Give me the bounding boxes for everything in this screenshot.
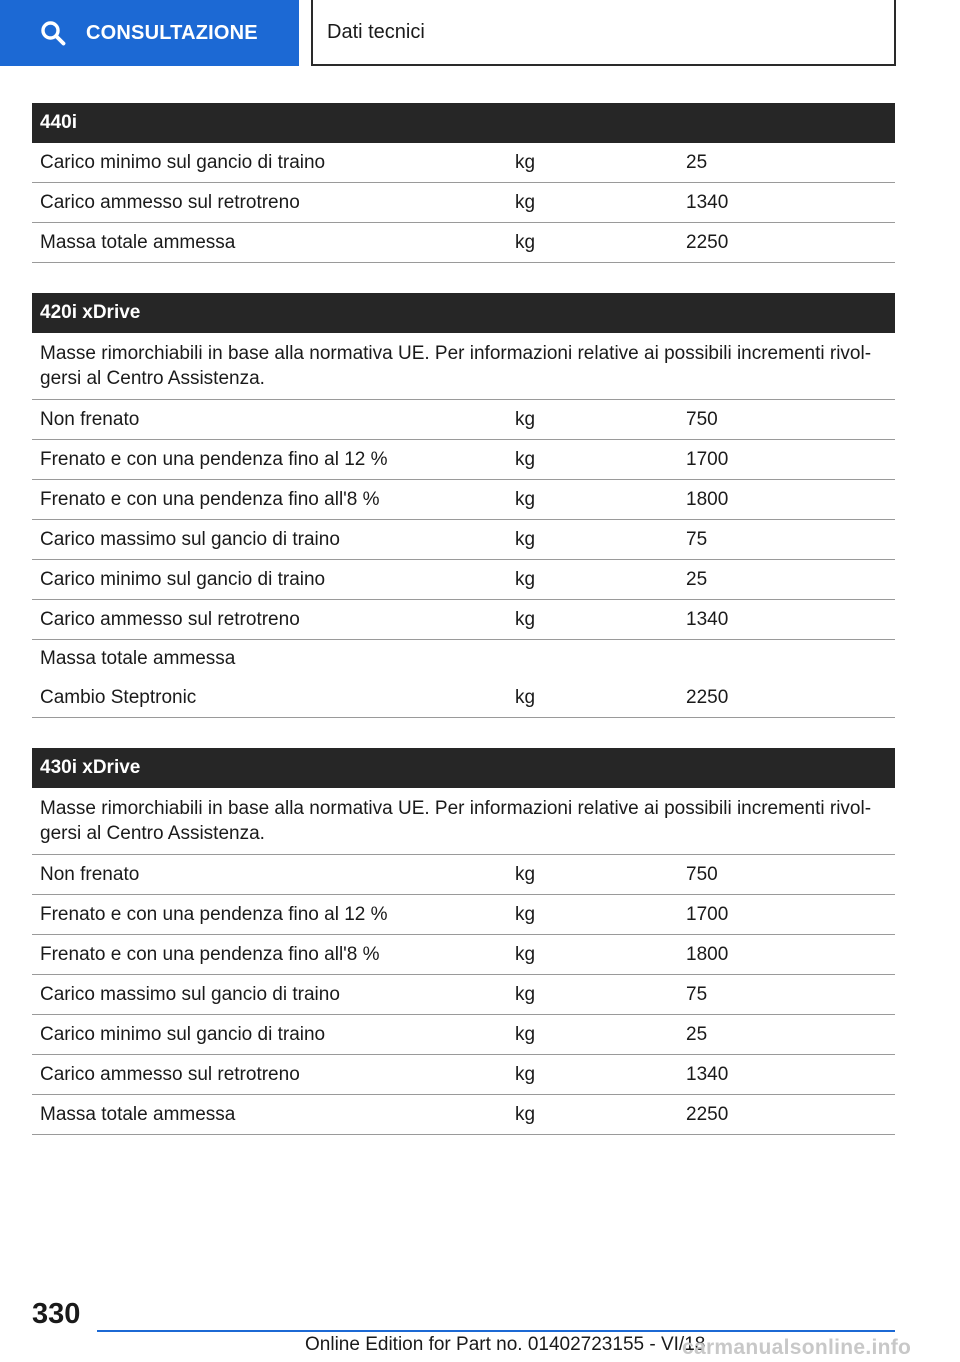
row-value: 1800 (686, 943, 729, 965)
table-note: Masse rimorchiabili in base alla normativa UE. Per informazioni relative ai possibili incrementi rivol-gersi al Centro Assistenza. (32, 788, 895, 855)
row-label: Frenato e con una pendenza fino all'8 % (40, 488, 380, 510)
spec-table (32, 748, 895, 1135)
row-unit: kg (515, 488, 536, 510)
table-row (32, 560, 895, 600)
consultazione-label: CONSULTAZIONE (86, 21, 258, 44)
row-label (32, 640, 515, 717)
row-value: 1340 (686, 608, 729, 630)
row-value: 25 (686, 1023, 708, 1045)
table-row (32, 975, 895, 1015)
row-label: Carico massimo sul gancio di traino (40, 528, 340, 550)
row-label: Non frenato (40, 408, 140, 430)
table-row (32, 855, 895, 895)
row-value: 1700 (686, 448, 729, 470)
row-value: 750 (686, 863, 718, 885)
row-label: Frenato e con una pendenza fino al 12 % (40, 448, 388, 470)
table-row (32, 935, 895, 975)
section-title (311, 0, 896, 66)
table-note: Masse rimorchiabili in base alla normativa UE. Per informazioni relative ai possibili incrementi rivol-gersi al Centro Assistenza. (32, 333, 895, 400)
row-value: 1800 (686, 488, 729, 510)
table-row (32, 183, 895, 223)
table-row (32, 143, 895, 183)
row-label: Carico ammesso sul retrotreno (40, 191, 300, 213)
table-row (32, 223, 895, 263)
row-label: Frenato e con una pendenza fino all'8 % (40, 943, 380, 965)
table-row (32, 600, 895, 640)
section-title-text: Dati tecnici (327, 20, 425, 43)
row-unit: kg (515, 528, 536, 550)
row-label: Non frenato (40, 863, 140, 885)
spec-table (32, 293, 895, 718)
table-row (32, 480, 895, 520)
row-unit: kg (515, 903, 536, 925)
table-title: 440i (32, 103, 895, 143)
search-icon (40, 20, 66, 46)
row-value: 2250 (686, 1103, 729, 1125)
row-unit: kg (515, 448, 536, 470)
row-value: 2250 (686, 231, 729, 253)
row-value: 750 (686, 408, 718, 430)
row-label: Carico massimo sul gancio di traino (40, 983, 340, 1005)
row-value: 1340 (686, 191, 729, 213)
row-label-sub: Cambio Steptronic (40, 686, 197, 708)
row-unit: kg (515, 408, 536, 430)
watermark: carmanualsonline.info (682, 1336, 912, 1359)
row-label: Massa totale ammessa (40, 1103, 236, 1125)
row-unit: kg (515, 608, 536, 630)
table-row (32, 440, 895, 480)
row-value: 1340 (686, 1063, 729, 1085)
row-value: 1700 (686, 903, 729, 925)
row-value: 75 (686, 983, 708, 1005)
table-row (32, 640, 895, 718)
row-unit: kg (515, 231, 536, 253)
row-unit: kg (515, 1023, 536, 1045)
table-row (32, 1015, 895, 1055)
row-value: 25 (686, 568, 708, 590)
row-value: 25 (686, 151, 708, 173)
row-label: Carico minimo sul gancio di traino (40, 568, 326, 590)
row-value: 2250 (686, 687, 729, 708)
table-row (32, 400, 895, 440)
table-row (32, 520, 895, 560)
row-unit: kg (515, 687, 536, 708)
row-label: Carico minimo sul gancio di traino (40, 151, 326, 173)
tables-container (32, 103, 895, 1165)
table-row (32, 895, 895, 935)
table-title: 420i xDrive (32, 293, 895, 333)
spec-table (32, 103, 895, 263)
row-label-main: Massa totale ammessa (40, 648, 236, 670)
edition-text: Online Edition for Part no. 01402723155 - VI/18 (305, 1334, 706, 1355)
row-unit: kg (515, 1103, 536, 1125)
table-row (32, 1055, 895, 1095)
row-unit: kg (515, 943, 536, 965)
row-unit: kg (515, 568, 536, 590)
consultazione-tab[interactable] (0, 0, 299, 66)
table-row (32, 1095, 895, 1135)
row-unit: kg (515, 191, 536, 213)
row-unit: kg (515, 863, 536, 885)
row-label: Carico ammesso sul retrotreno (40, 608, 300, 630)
row-label: Carico minimo sul gancio di traino (40, 1023, 326, 1045)
row-unit: kg (515, 1063, 536, 1085)
row-value: 75 (686, 528, 708, 550)
row-unit: kg (515, 983, 536, 1005)
row-label: Massa totale ammessa (40, 231, 236, 253)
row-label: Carico ammesso sul retrotreno (40, 1063, 300, 1085)
page-number: 330 (32, 1298, 81, 1330)
row-label: Frenato e con una pendenza fino al 12 % (40, 903, 388, 925)
table-title: 430i xDrive (32, 748, 895, 788)
row-unit: kg (515, 151, 536, 173)
footer-rule (97, 1330, 895, 1332)
page-header (0, 0, 960, 66)
